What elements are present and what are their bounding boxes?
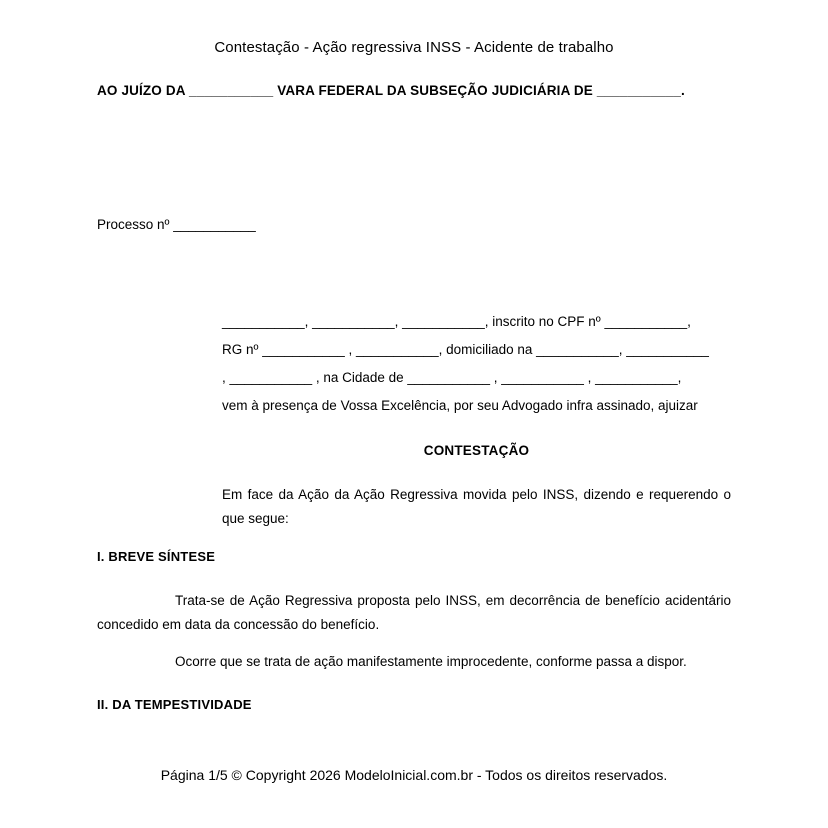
em-face-paragraph: Em face da Ação da Ação Regressiva movida pelo INSS, dizendo e requerendo o que segue: xyxy=(222,487,731,526)
process-number-line: Processo nº ___________ xyxy=(97,217,256,232)
page-footer: Página 1/5 © Copyright 2026 ModeloInicial.com.br - Todos os direitos reservados. xyxy=(160,767,668,783)
paragraph-ocorre xyxy=(97,650,731,674)
qualification-line-2: RG nº ___________ , ___________, domiciliado na ___________, ___________ xyxy=(222,342,709,357)
section-heading-tempestividade: II. DA TEMPESTIVIDADE xyxy=(97,697,252,712)
qualification-line-4: vem à presença de Vossa Excelência, por seu Advogado infra assinado, ajuizar xyxy=(222,398,698,413)
paragraph-trata-se xyxy=(97,589,731,637)
addressee-heading: AO JUÍZO DA ___________ VARA FEDERAL DA SUBSEÇÃO JUDICIÁRIA DE ___________. xyxy=(97,83,685,98)
contestacao-heading: CONTESTAÇÃO xyxy=(423,443,530,458)
paragraph-ocorre-text: Ocorre que se trata de ação manifestamente improcedente, conforme passa a dispor. xyxy=(175,654,687,669)
qualification-block xyxy=(222,308,731,420)
qualification-line-1: ___________, ___________, ___________, inscrito no CPF nº ___________, xyxy=(222,314,691,329)
paragraph-trata-se-text: Trata-se de Ação Regressiva proposta pelo INSS, em decorrência de benefício acidentário concedido em data da concessão do benefício. xyxy=(97,593,731,632)
qualification-line-3: , ___________ , na Cidade de ___________ , ___________ , ___________, xyxy=(222,370,682,385)
page-title: Contestação - Ação regressiva INSS - Acidente de trabalho xyxy=(214,39,614,56)
section-heading-breve-sintese: I. BREVE SÍNTESE xyxy=(97,549,216,564)
